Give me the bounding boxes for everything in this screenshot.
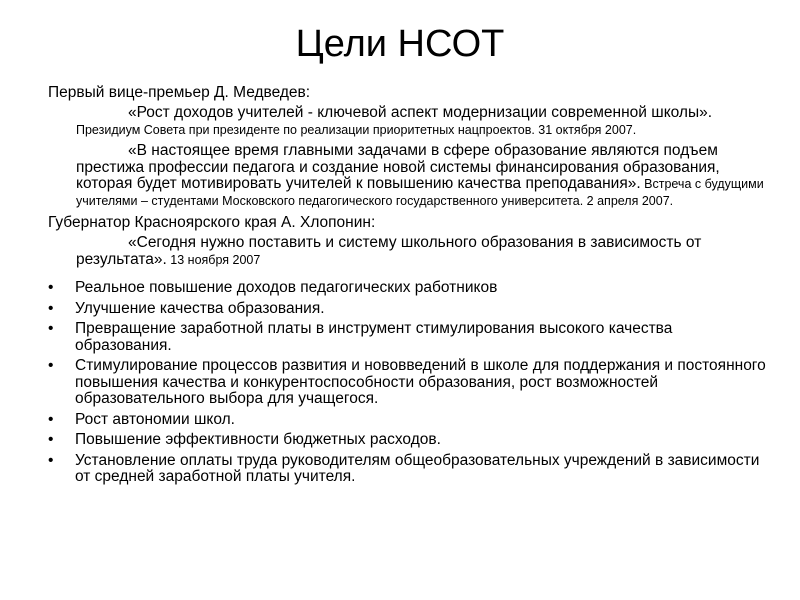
list-item-text: Рост автономии школ. <box>75 410 235 428</box>
quote-source: 13 ноября 2007 <box>166 252 261 267</box>
list-item-text: Реальное повышение доходов педагогических работников <box>75 279 498 296</box>
list-item-text: Превращение заработной платы в инструмент стимулирования высокого качества образования. <box>75 320 673 354</box>
bullet-icon: • <box>48 299 54 317</box>
slide-content <box>48 84 770 490</box>
bullet-icon: • <box>48 451 54 469</box>
goals-list <box>48 280 770 486</box>
list-item <box>48 321 770 354</box>
list-item <box>48 432 770 449</box>
slide-title: Цели НСОТ <box>295 23 505 65</box>
list-item <box>48 280 770 297</box>
quote-paragraph <box>76 105 770 138</box>
quote-source: Президиум Совета при президенте по реализации приоритетных нацпроектов. 31 октября 2007. <box>76 122 637 137</box>
bullet-icon: • <box>48 357 54 374</box>
list-item-text: Стимулирование процессов развития и нововведений в школе для поддержания и постоянного повышения качества и конкурентоспособности образования, рост возможностей образовательного выбора для учащегося. <box>75 357 766 407</box>
list-item <box>48 453 770 486</box>
list-item-text: Улучшение качества образования. <box>75 299 325 317</box>
bullet-icon: • <box>48 410 54 428</box>
quote-paragraph <box>76 235 770 268</box>
list-item <box>48 412 770 429</box>
quote-source: Встреча с будущими учителями – студентами Московского педагогического государственного университета. 2 апреля 2007. <box>76 177 764 208</box>
quote-paragraph <box>76 143 770 209</box>
bullet-icon: • <box>48 431 54 448</box>
speaker-name-medvedev: Первый вице-премьер Д. Медведев: <box>48 84 311 101</box>
list-item <box>48 301 770 318</box>
quote-text: «Сегодня нужно поставить и систему школьного образования в зависимость от результата». <box>76 234 702 268</box>
list-item-text: Установление оплаты труда руководителям общеобразовательных учреждений в зависимости от средней заработной платы учителя. <box>75 451 760 485</box>
quote-text: «В настоящее время главными задачами в сфере образование являются подъем престижа профессии педагога и создание новой системы финансирования образования, которая будет мотивировать учителей к повышению качества преподавания». <box>76 142 720 192</box>
bullet-icon: • <box>48 279 54 296</box>
bullet-icon: • <box>48 320 54 337</box>
speaker-name-khloponin: Губернатор Красноярского края А. Хлопонин: <box>48 214 376 231</box>
quote-text: «Рост доходов учителей - ключевой аспект модернизации современной школы». <box>128 104 713 121</box>
list-item <box>48 358 770 408</box>
list-item-text: Повышение эффективности бюджетных расходов. <box>75 431 441 448</box>
